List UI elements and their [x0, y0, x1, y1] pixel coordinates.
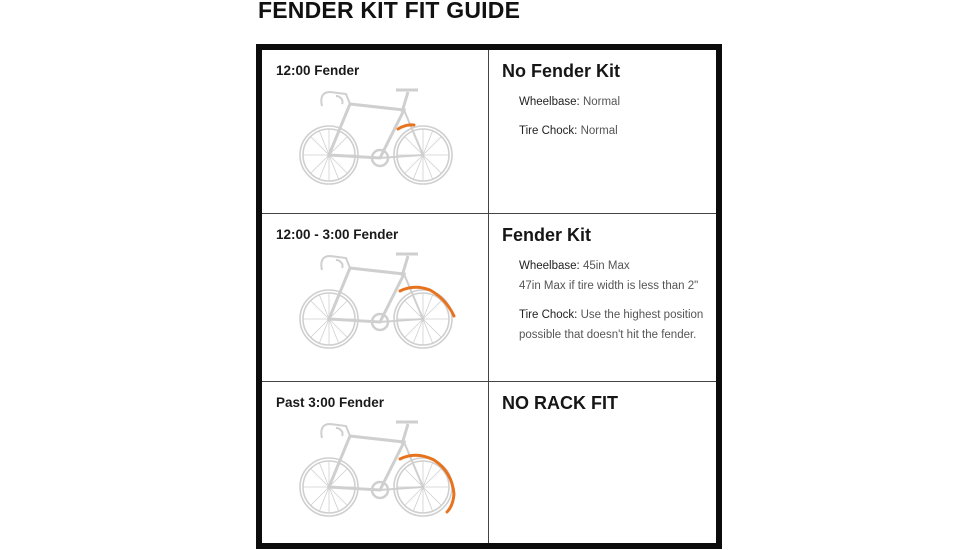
fit-result-heading: Fender Kit — [502, 225, 592, 245]
fender-type-cell — [262, 214, 489, 381]
table-row — [262, 214, 716, 382]
wheelbase-value: 45in Max — [582, 260, 630, 272]
fit-details — [519, 92, 709, 150]
fender-type-label: Past 3:00 Fender — [276, 395, 385, 410]
fit-result-cell — [489, 382, 716, 543]
wheelbase-label: Wheelbase: — [519, 96, 580, 108]
tire-chock-label: Tire Chock: — [519, 125, 578, 137]
table-row — [262, 382, 716, 543]
table-row — [262, 50, 716, 214]
fit-result-cell — [489, 50, 716, 213]
tire-chock-value: Normal — [580, 125, 618, 137]
page-title: FENDER KIT FIT GUIDE — [258, 0, 521, 23]
fit-details — [519, 256, 709, 354]
fender-type-cell — [262, 50, 489, 213]
tire-chock-label: Tire Chock: — [519, 309, 578, 321]
fender-type-label: 12:00 Fender — [276, 63, 360, 78]
fit-result-heading: NO RACK FIT — [502, 393, 618, 413]
wheelbase-label: Wheelbase: — [519, 260, 580, 272]
tire-chock-value: Use the highest position possible that doesn't hit the fender. — [519, 309, 704, 341]
wheelbase-note: 47in Max if tire width is less than 2" — [519, 280, 699, 292]
fender-type-label: 12:00 - 3:00 Fender — [276, 227, 399, 242]
bike-long-fender-icon — [292, 414, 462, 524]
fit-result-cell — [489, 214, 716, 381]
fit-result-heading: No Fender Kit — [502, 61, 621, 81]
fender-type-cell — [262, 382, 489, 543]
bike-short-fender-icon — [292, 82, 462, 192]
fit-guide-table — [256, 44, 722, 549]
bike-medium-fender-icon — [292, 246, 462, 356]
wheelbase-value: Normal — [582, 96, 620, 108]
